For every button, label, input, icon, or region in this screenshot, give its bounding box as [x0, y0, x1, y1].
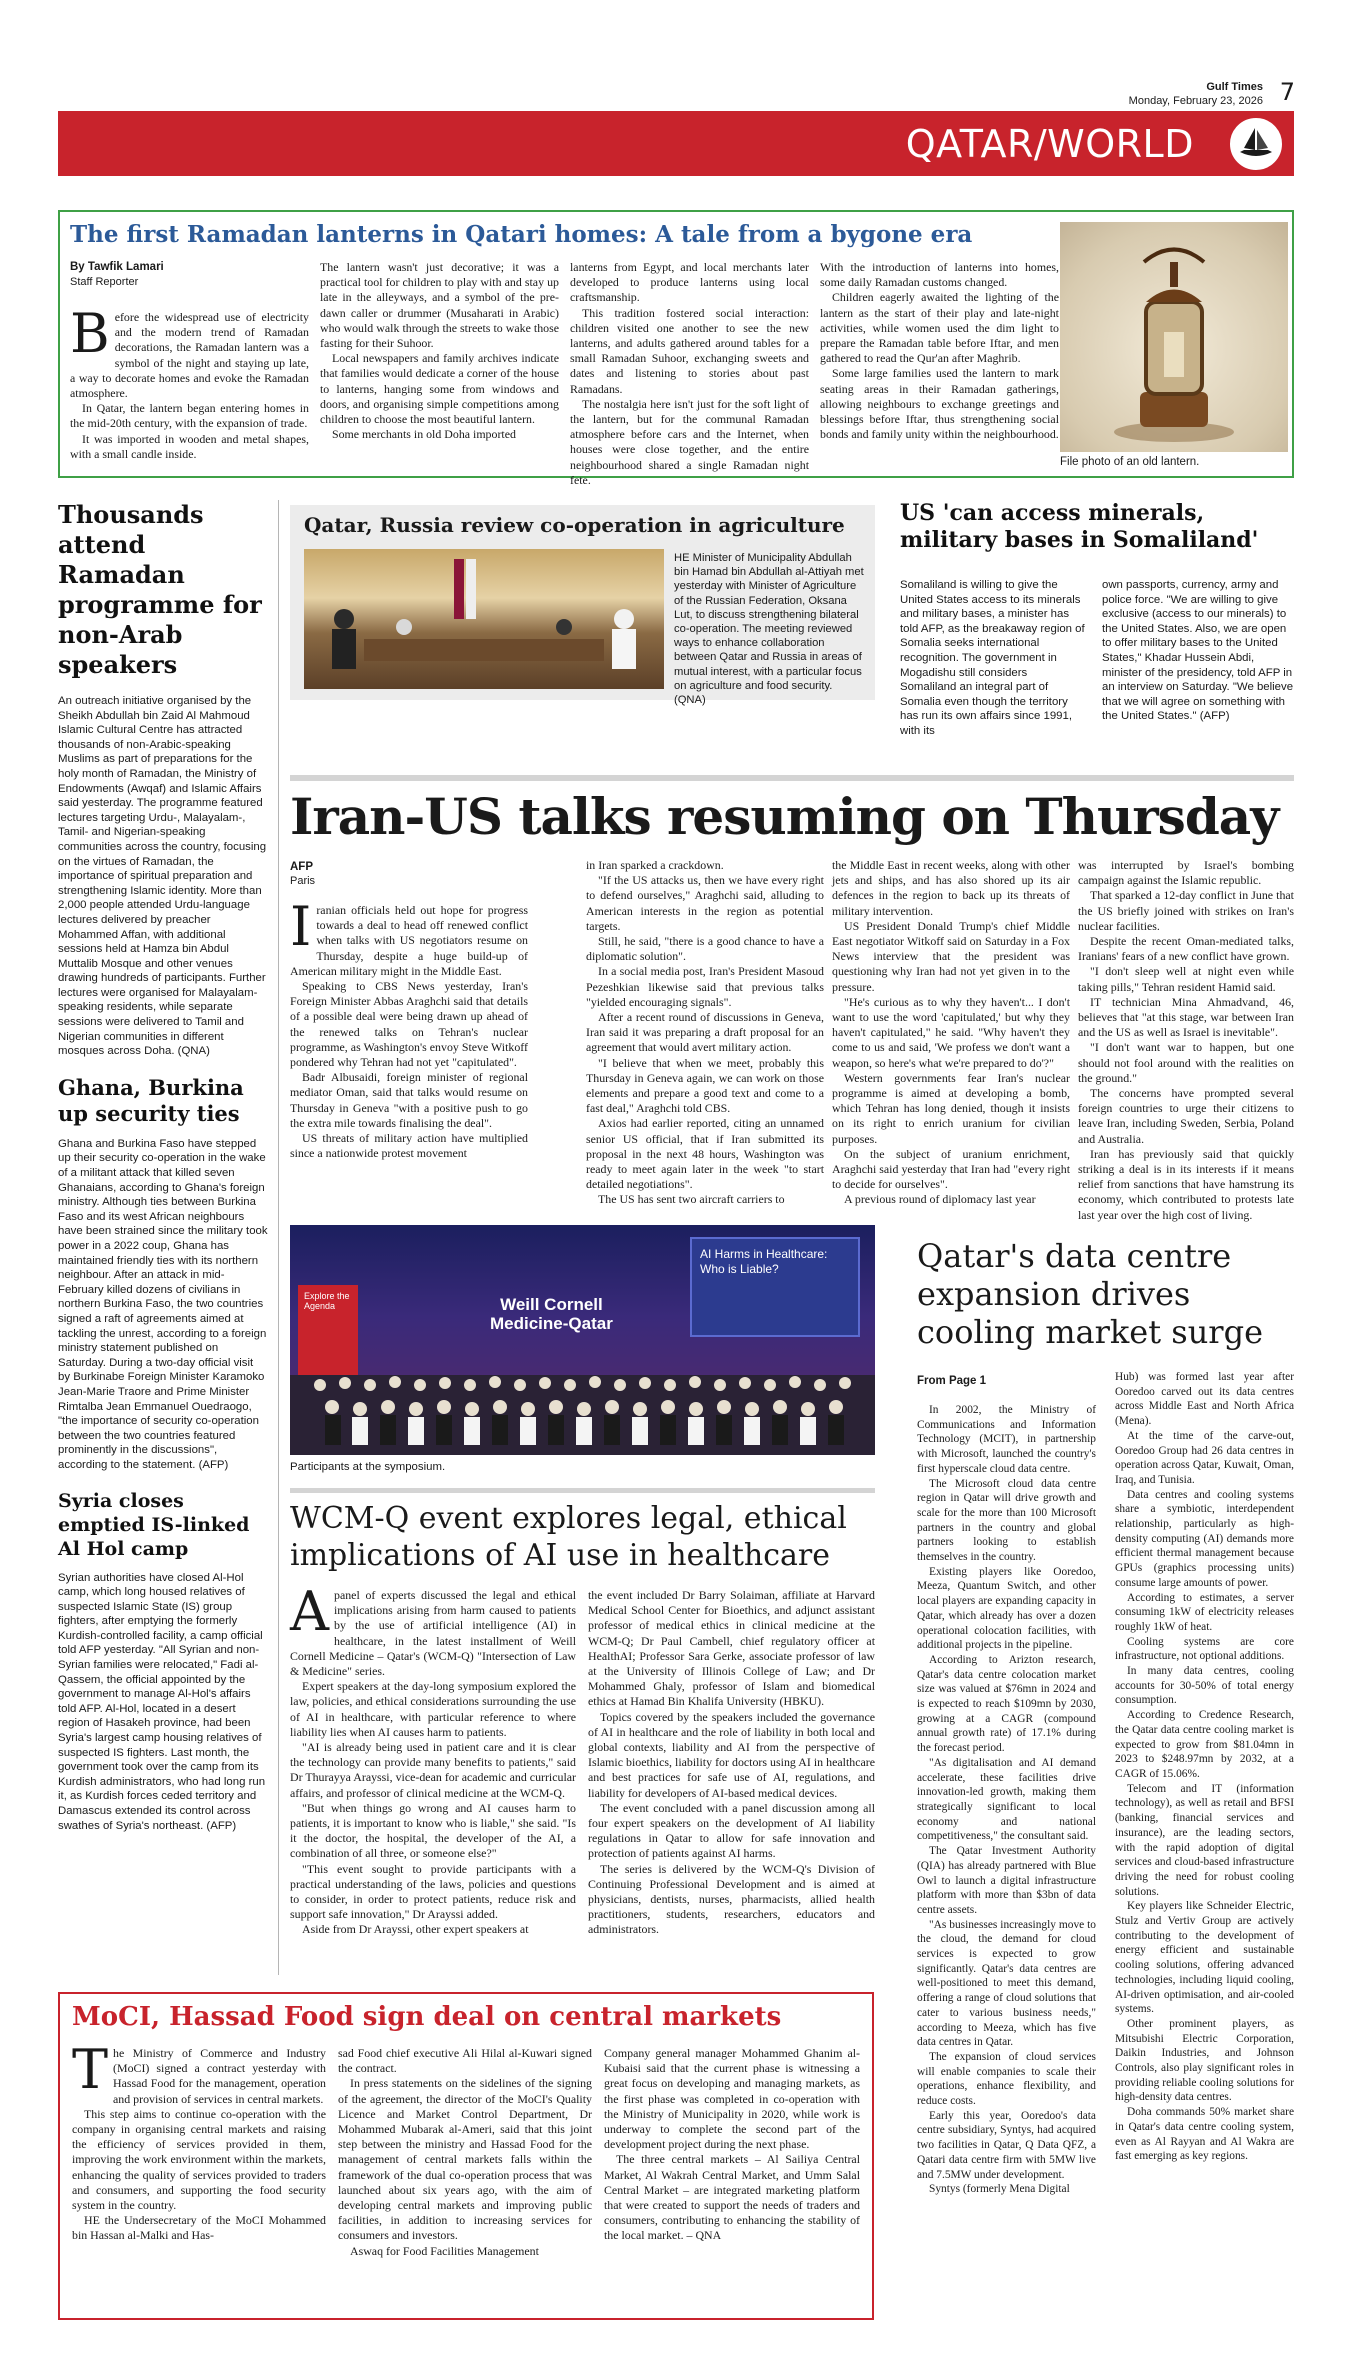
datacentre-story	[915, 1225, 1294, 2345]
paragraph: In a social media post, Iran's President Masoud Pezeshkian likewise said that previous talks "yielded encouraging signals".	[586, 964, 824, 1009]
paragraph: The US has sent two aircraft carriers to	[598, 1192, 785, 1207]
lantern-col-3	[570, 260, 809, 488]
paragraph: Some merchants in old Doha imported	[332, 427, 516, 442]
wcmq-story	[290, 1488, 875, 1958]
paragraph: "But when things go wrong and AI causes harm to patients, it is important to know who is liable," she said. "Is it the doctor, the hospital, the developer of the AI, a combination of all three, or someone else?"	[290, 1800, 576, 1861]
paragraph: Iranian officials held out hope for progress towards a deal to head off renewed conflict when talks with US negotiators resume on Thursday, despite a huge build-up of American military might in the Middle East.	[290, 895, 528, 978]
panel-text: Explore the Agenda	[304, 1291, 350, 1311]
russia-caption: HE Minister of Municipality Abdullah bin Hamad bin Abdullah al-Attiyah met yesterday with Minister of Agriculture of the Russian Federation, Oksana Lut, to discuss strengthening bilateral co-operation. The meeting reviewed ways to enhance collaboration between Qatar and Russia in areas of mutual interest, with a particular focus on agriculture and food security. (QNA)	[674, 552, 864, 707]
paragraph: Badr Albusaidi, foreign minister of regional mediator Oman, said that talks would resume on Thursday in Geneva "with a positive push to go the extra mile towards finalising the deal".	[290, 1070, 528, 1130]
iran-col-2	[586, 858, 824, 1208]
wcmq-photo	[290, 1225, 875, 1455]
lantern-story-box	[58, 210, 1294, 487]
wcmq-col-2	[588, 1588, 875, 1938]
somaliland-col-1: Somaliland is willing to give the United States access to its minerals and military bases, a minister has told AFP, as the breakaway region of Somalia seeks international recognition. The government in Mogadishu still considers Somaliland an integral part of Somalia even though the territory has run its own affairs since 1991, with its	[900, 579, 1085, 737]
paragraph: the event included Dr Barry Solaiman, affiliate at Harvard Medical School Center for Bioethics, and adjunct assistant professor of medical ethics in clinical medicine at the WCM-Q; Dr Paul Cambell, chief regulatory officer at HealthAI; Professor Sara Gerke, associate professor of law at the University of Illinois College of Law; and Dr Mohammed Ghaly, professor of Islam and biomedical ethics at Hamad Bin Khalifa University (HBKU).	[588, 1588, 875, 1709]
paragraph: "I believe that when we meet, probably this Thursday in Geneva again, we can work on those elements and prepare a good text and come to a fast deal," Araghchi told CBS.	[586, 1055, 824, 1116]
syria-body: Syrian authorities have closed Al-Hol camp, which long housed relatives of suspected Islamic State (IS) group fighters, after emptying the formerly Kurdish-controlled facility, a camp official told AFP yesterday. "All Syrian and non-Syrian families were relocated," Fadi al-Qassem, the official appointed by the government to manage Al-Hol's affairs told AFP. Al-Hol, located in a desert region of Hasakeh province, had been Syria's largest camp housing relatives of suspected IS fighters. Last month, the government took over the camp from its Kurdish administrators, who had long run it, as Kurdish forces ceded territory and Damascus extended its control across swathes of Syria's northeast. (AFP)	[58, 1571, 266, 1832]
paragraph: Expert speakers at the day-long symposium explored the law, policies, and ethical considerations surrounding the use of AI in healthcare, with particular reference to where liability lies when AI causes harm to patients.	[290, 1679, 576, 1739]
paragraph: Local newspapers and family archives indicate that families would dedicate a corner of the house to lanterns, hanging some from windows and doors, and organising simple competitions among children to choose the most beautiful lantern.	[320, 351, 559, 427]
lantern-col-4	[820, 260, 1059, 442]
paragraph: IT technician Mina Ahmadvand, 46, believes that "at this stage, war between Iran and the US as well as Israel is inevitable".	[1078, 994, 1294, 1040]
paragraph: Telecom and IT (information technology), as well as retail and BFSI (banking, financial services and insurance), are the leading sectors, with the rapid adoption of digital services and cloud-based infrastructure driving the need for robust cooling solutions.	[1115, 1782, 1294, 1898]
paragraph: Data centres and cooling systems share a symbiotic, interdependent relationship, particularly as high-density computing (AI) demands more efficient thermal management because GPUs (graphics processing units) consume large amounts of power.	[1115, 1488, 1294, 1589]
byline: By Tawfik Lamari	[70, 261, 164, 273]
paragraph: in Iran sparked a crackdown.	[586, 858, 724, 872]
iran-story	[290, 775, 1294, 1222]
somaliland-headline: US 'can access minerals, military bases in Somaliland'	[900, 500, 1259, 553]
paragraph: Topics covered by the speakers included the governance of AI in healthcare and the role of liability in both local and global contexts, liability and AI from the perspective of Islamic bioethics, liability for doctors using AI in healthcare and best practices for safe use of AI, regulations, and liability for developers of AI-based medical devices.	[588, 1709, 875, 1800]
from-page: From Page 1	[917, 1375, 987, 1387]
group-photo-people	[290, 1335, 875, 1455]
moci-story-box	[58, 1992, 874, 2320]
paragraph: Existing players like Ooredoo, Meeza, Quantum Switch, and other local players are expanding capacity in Qatar, which already has over a dozen operational colocation facilities, with additional projects in the pipeline.	[917, 1565, 1096, 1652]
paragraph: "I don't sleep well at night even while taking pills," Tehran resident Hamid said.	[1078, 964, 1294, 994]
wcmq-headline: WCM-Q event explores legal, ethical implications of AI use in healthcare	[290, 1501, 847, 1573]
section-title: QATAR/WORLD	[905, 122, 1194, 166]
paragraph: According to estimates, a server consuming 1kW of electricity releases roughly 1kW of heat.	[1115, 1591, 1294, 1633]
paper-name: Gulf Times	[1206, 81, 1263, 93]
reporter-role: Staff Reporter	[70, 276, 139, 288]
paragraph: Axios had earlier reported, citing an unnamed senior US official, that if Iran submitted its proposal in the next 48 hours, Washington was ready to meet again later in the week "to start detailed negotiations".	[586, 1116, 824, 1192]
paragraph: sad Food chief executive Ali Hilal al-Kuwari signed the contract.	[338, 2046, 592, 2076]
iran-col-1	[290, 895, 528, 1161]
paragraph: Company general manager Mohammed Ghanim al-Kubaisi said that the current phase is witnessing a great focus on developing and managing markets, as the first phase was completed in co-operation with the Ministry of Municipality in 2020, while work is underway to complete the second part of the development project during the next phase.	[604, 2046, 860, 2152]
paragraph: With the introduction of lanterns into homes, some daily Ramadan customs changed.	[820, 260, 1059, 290]
paragraph: Doha commands 50% market share in Qatar's data centre cooling system, even as Al Rayyan and Al Wakra are fast emerging as key regions.	[1115, 2106, 1294, 2163]
paragraph: This tradition fostered social interaction: children visited one another to see the new lanterns, and adults gathered around tables for a small Ramadan Suhoor, exchanging sweets and dates and listening to stories about past Ramadans.	[570, 305, 809, 396]
column-divider	[278, 500, 279, 1975]
paragraph: US threats of military action have multiplied since a nationwide protest movement	[290, 1131, 528, 1161]
ramadan-body: An outreach initiative organised by the Sheikh Abdullah bin Zaid Al Mahmoud Islamic Cultural Centre has attracted thousands of non-Arabic-speaking Muslims as part of preparations for the holy month of Ramadan, the Ministry of Endowments (Awqaf) and Islamic Affairs said yesterday. The programme featured lectures targeting Urdu-, Malayalam-, Tamil- and Nigerian-speaking communities across the country, focusing on the virtues of Ramadan, the importance of spiritual preparation and strengthening Islamic identity. More than 2,000 people attended Urdu-language lectures delivered by preacher Mohammed Affan, with additional sessions held at Hamza bin Abdul Muttalib Mosque and other venues drawing hundreds of participants. Further lectures were organised for Malayalam-speaking residents, while separate sessions were delivered to Tamil and Nigerian communities in different mosques across Doha. (QNA)	[58, 695, 267, 1058]
paragraph: In many data centres, cooling accounts for 30-50% of total energy consumption.	[1115, 1665, 1294, 1707]
paragraph: Syntys (formerly Mena Digital	[929, 2183, 1070, 2196]
paragraph: Before the widespread use of electricity and the modern trend of Ramadan decorations, the Ramadan lantern was a symbol of the night and staying up late, a way to decorate homes and evoke the Ramadan atmosphere.	[70, 302, 309, 401]
paragraph: Cooling systems are core infrastructure, not optional additions.	[1115, 1635, 1294, 1663]
moci-col-2	[338, 2046, 592, 2259]
russia-headline: Qatar, Russia review co-operation in agriculture	[304, 513, 845, 537]
iran-headline: Iran-US talks resuming on Thursday	[290, 787, 1279, 846]
moci-col-1	[72, 2038, 326, 2244]
paragraph: Speaking to CBS News yesterday, Iran's Foreign Minister Abbas Araghchi said that details of a possible deal were being drawn up ahead of the renewed talks on Tehran's nuclear programme, as Washington's envoy Steve Witkoff pondered why Tehran had not yet "capitulated".	[290, 979, 528, 1070]
agency: AFP	[290, 861, 313, 873]
ghana-body: Ghana and Burkina Faso have stepped up their security co-operation in the wake of a militant attack that killed seven Ghanaians, according to Ghana's foreign ministry. Although ties between Burkina Faso and its west African neighbours have been strained since the military took power in a 2022 coup, Ghana has maintained friendly ties with its northern neighbour. After an attack in mid-February killed dozens of civilians in northern Burkina Faso, the two countries signed a raft of agreements aimed at tackling the unrest, according to a foreign ministry statement published on Saturday. During a two-day official visit by Burkinabe Foreign Minister Karamoko Jean-Marie Traore and Prime Minister Rimtalba Jean Emmanuel Ouedraogo, "the importance of security co-operation between the two countries featured prominently in the discussions", according to the statement. (AFP)	[58, 1137, 268, 1471]
paragraph: "As businesses increasingly move to the cloud, the demand for cloud services is expected to grow significantly. Qatar's data centres are well-positioned to meet this demand, offering a range of cloud solutions that cater to various business needs," according to Meeza, which has five data centres in Qatar.	[917, 1918, 1096, 2049]
lantern-headline: The first Ramadan lanterns in Qatari homes: A tale from a bygone era	[70, 221, 973, 248]
section-banner	[58, 111, 1294, 176]
paragraph: The Qatar Investment Authority (QIA) has already partnered with Blue Owl to launch a digital infrastructure platform with more than $3bn of data centre assets.	[917, 1845, 1096, 1916]
paragraph: "AI is already being used in patient care and it is clear the technology can provide many benefits to patients," said Dr Thurayya Arayssi, vice-dean for academic and curricular affairs, and professor of clinical medicine at the WCM-Q.	[290, 1740, 576, 1800]
paragraph: This step aims to continue co-operation with the company in organising central markets and raising the efficiency of services provided in them, improving the work environment within the markets, enhancing the quality of services provided to traders and consumers, and supporting the food security system in the country.	[72, 2106, 326, 2213]
paragraph: The three central markets – Al Sailiya Central Market, Al Wakrah Central Market, and Umm Salal Central Market – are integrated marketing platform that were created to support the needs of traders and consumers, contributing to enhancing the stability of the local market. – QNA	[604, 2152, 860, 2243]
somaliland-col-2: own passports, currency, army and police force. "We are willing to give exclusive (access to our minerals) to the United States. Also, we are open to offer military bases to the United States," Khadar Hussein Abdi, minister of the presidency, told AFP in an interview on Saturday. "We believe that we will agree on something with the United States." (AFP)	[1102, 579, 1294, 723]
russia-story-box	[290, 505, 875, 707]
paragraph: Hub) was formed last year after Ooredoo carved out its data centres across Middle East and North Africa (Mena).	[1115, 1371, 1294, 1428]
paragraph: Apanel of experts discussed the legal and ethical implications arising from harm caused to patients by the use of artificial intelligence (AI) in healthcare, in the latest installment of Weill Cornell Medicine – Qatar's (WCM-Q) "Intersection of Law & Medicine" series.	[290, 1580, 576, 1679]
paragraph: The nostalgia here isn't just for the soft light of the lantern, but for the communal Ramadan atmosphere before cars and the Internet, when houses were close together, and the entire neighbourhood shared a single Ramadan night fete.	[570, 396, 809, 487]
paragraph: Despite the recent Oman-mediated talks, Iranians' fears of a new conflict have grown.	[1078, 934, 1294, 964]
paragraph: "I don't want war to happen, but one should not fool around with the realities on the ground."	[1078, 1040, 1294, 1085]
datacentre-col-2	[1115, 1370, 1294, 2164]
paragraph: At the time of the carve-out, Ooredoo Group had 26 data centres in operation across Qatar, Kuwait, Oman, Iraq, and Tunisia.	[1115, 1429, 1294, 1486]
paragraph: "He's curious as to why they haven't... I don't want to use the word 'capitulated,' but why they haven't capitulated," he said. "Why haven't they come to us and said, 'We profess we don't want a weapon, so here's what we're prepared to do'?"	[832, 994, 1070, 1070]
paragraph: On the subject of uranium enrichment, Araghchi said yesterday that Iran had "every right to decide for ourselves".	[832, 1146, 1070, 1192]
paragraph: Aside from Dr Arayssi, other expert speakers at	[302, 1922, 529, 1937]
paragraph: A previous round of diplomacy last year	[844, 1192, 1036, 1207]
wcmq-photo-caption: Participants at the symposium.	[290, 1461, 446, 1473]
paragraph: "As digitalisation and AI demand accelerate, these facilities drive innovation-led growth, making them strategically significant to local economy and national competitiveness," the consultant said.	[917, 1756, 1096, 1843]
paragraph: lanterns from Egypt, and local merchants later developed to produce lanterns using local craftsmanship.	[570, 260, 809, 305]
left-briefs-column	[58, 500, 268, 1980]
paragraph: The expansion of cloud services will enable companies to scale their operations, enhance flexibility, and reduce costs.	[917, 2050, 1096, 2108]
iran-col-3	[832, 858, 1070, 1208]
page-number: 7	[1279, 78, 1295, 106]
paragraph: The lantern wasn't just decorative; it was a practical tool for children to play with and stay up late in the alleyways, and a symbol of the pre-dawn caller or drummer (Musaharati in Arabic) who would walk through the streets to wake those fasting for their Suhoor.	[320, 260, 559, 351]
stage-screen	[690, 1237, 860, 1337]
masthead	[0, 0, 1351, 166]
paragraph: Still, he said, "there is a good chance to have a diplomatic solution".	[586, 934, 824, 964]
paragraph: Key players like Schneider Electric, Stulz and Vertiv Group are actively contributing to the development of energy efficient and sustainable cooling solutions, offering advanced technologies, including liquid cooling, AI-driven optimisation, and air-cooled systems.	[1115, 1900, 1294, 2016]
lantern-photo-caption: File photo of an old lantern.	[1060, 456, 1200, 468]
top-rule	[290, 1488, 875, 1493]
paragraph: US President Donald Trump's chief Middle East negotiator Witkoff said on Saturday in a Fox News interview that the president was questioning why Iran had not yet given in to the pressure.	[832, 918, 1070, 994]
paragraph: The concerns have prompted several foreign countries to urge their citizens to leave Iran, including Sweden, Serbia, Poland and Australia.	[1078, 1086, 1294, 1146]
issue-date: Monday, February 23, 2026	[1128, 95, 1263, 107]
top-rule	[290, 775, 1294, 781]
banner-line-2: Medicine-Qatar	[490, 1314, 613, 1333]
paragraph: Aswaq for Food Facilities Management	[350, 2243, 539, 2258]
paragraph: was interrupted by Israel's bombing campaign against the Islamic republic.	[1078, 858, 1294, 888]
paragraph: "If the US attacks us, then we have every right to defend ourselves," Araghchi said, alluding to American interests in the region as potential targets.	[586, 873, 824, 933]
syria-headline: Syria closes emptied IS-linked Al Hol camp	[58, 1489, 250, 1560]
paragraph: The Microsoft cloud data centre region in Qatar will drive growth and scale for the more than 100 Microsoft partners in the country and global partners looking to establish themselves in the country.	[917, 1477, 1096, 1564]
paragraph: In press statements on the sidelines of the signing of the agreement, the director of the MoCI's Quality Licence and Market Control Department, Dr Mohammed Mubarak al-Ameri, said that this joint step between the ministry and Hassad Food for the management of central markets falls within the framework of the dual co-operation process that was launched about six years ago, with the aim of developing central markets and improving public facilities, in addition to increasing services for consumers and investors.	[338, 2076, 592, 2243]
wcmq-col-1	[290, 1580, 576, 1938]
paragraph: Children eagerly awaited the lighting of the lantern as the start of their play and late-night activities, while women used the dim light to prepare the Ramadan table before Iftar, and men gathered to read the Qur'an after Maghrib.	[820, 290, 1059, 366]
paragraph: In 2002, the Ministry of Communications and Information Technology (MCIT), in partnership with Microsoft, launched the country's first hyperscale cloud data centre.	[917, 1404, 1096, 1475]
russia-meeting-photo	[304, 549, 664, 689]
lantern-photo	[1060, 222, 1288, 452]
iran-col-4	[1078, 858, 1294, 1223]
lantern-col-1	[70, 302, 309, 462]
paragraph: The series is delivered by the WCM-Q's Division of Continuing Professional Development and is aimed at physicians, dentists, nurses, pharmacists, allied health practitioners, students, researchers, educators and administrators.	[588, 1861, 875, 1937]
paragraph: It was imported in wooden and metal shapes, with a small candle inside.	[70, 431, 309, 461]
paragraph: According to Arizton research, Qatar's data centre colocation market size was valued at $76mn in 2024 and is expected to reach $109mn by 2030, growing at a CAGR (compound annual growth rate) of 17.1% during the forecast period.	[917, 1653, 1096, 1755]
datacentre-headline: Qatar's data centre expansion drives cooling market surge	[917, 1237, 1264, 1351]
datacentre-col-1	[917, 1403, 1096, 2197]
paragraph: Western governments fear Iran's nuclear programme is aimed at developing a bomb, which Tehran has long denied, though it insists on its right to enrich uranium for civilian purposes.	[832, 1070, 1070, 1146]
screen-text: AI Harms in Healthcare: Who is Liable?	[700, 1247, 828, 1276]
paragraph: Iran has previously said that quickly striking a deal is in its interests if it means relief from sanctions that have hamstrung its economy, which contributed to protests late last year over the high cost of living.	[1078, 1146, 1294, 1222]
paragraph: In Qatar, the lantern began entering homes in the mid-20th century, with the expansion of trade.	[70, 401, 309, 431]
paragraph: Some large families used the lantern to mark seating areas in their Ramadan gatherings, allowing neighbours to exchange greetings and blessings before Iftar, thus strengthening social bonds and family unity within the neighbourhood.	[820, 366, 1059, 442]
weill-cornell-banner	[490, 1295, 613, 1333]
moci-col-3	[604, 2046, 860, 2244]
moci-headline: MoCI, Hassad Food sign deal on central markets	[72, 2002, 782, 2032]
paragraph: "This event sought to provide participants with a practical understanding of the laws, policies and questions to consider, in order to protect patients, reduce risk and support safe innovation," Dr Arayssi added.	[290, 1861, 576, 1922]
somaliland-story	[900, 500, 1294, 770]
dhow-logo-icon	[1230, 118, 1282, 170]
paragraph: HE the Undersecretary of the MoCI Mohammed bin Hassan al-Malki and Has-	[72, 2213, 326, 2243]
paragraph: the Middle East in recent weeks, along with other jets and ships, and has also shored up its air defences in the region to back up its threats of military intervention.	[832, 858, 1070, 918]
dateline: Paris	[290, 875, 316, 887]
ramadan-headline: Thousands attend Ramadan programme for non-Arab speakers	[58, 500, 262, 679]
paragraph: That sparked a 12-day conflict in June that the US briefly joined with strikes on Iran's nuclear facilities.	[1078, 888, 1294, 933]
lantern-col-2	[320, 260, 559, 442]
paragraph: The Ministry of Commerce and Industry (MoCI) signed a contract yesterday with Hassad Food for the management, operation and provision of services in central markets.	[72, 2038, 326, 2106]
paragraph: After a recent round of discussions in Geneva, Iran said it was preparing a draft proposal for an agreement that would avert military action.	[586, 1010, 824, 1055]
ghana-headline: Ghana, Burkina up security ties	[58, 1074, 244, 1126]
paragraph: Other prominent players, as Mitsubishi Electric Corporation, Daikin Industries, and Johnson Controls, also play significant roles in providing reliable cooling solutions for high-density data centres.	[1115, 2017, 1294, 2104]
paragraph: According to Credence Research, the Qatar data centre cooling market is expected to grow from $81.04mn in 2023 to $248.97mn by 2032, at a CAGR of 15.06%.	[1115, 1709, 1294, 1780]
banner-line-1: Weill Cornell	[500, 1295, 603, 1314]
paragraph: Early this year, Ooredoo's data centre subsidiary, Syntys, had acquired two facilities in Qatar, Q Data QFZ, a Qatari data centre firm with 5MW live and 7.5MW under development.	[917, 2109, 1096, 2181]
paragraph: The event concluded with a panel discussion among all four expert speakers on the development of AI liability regulations in Qatar to allow for safe innovation and protection of patients against AI harms.	[588, 1800, 875, 1861]
